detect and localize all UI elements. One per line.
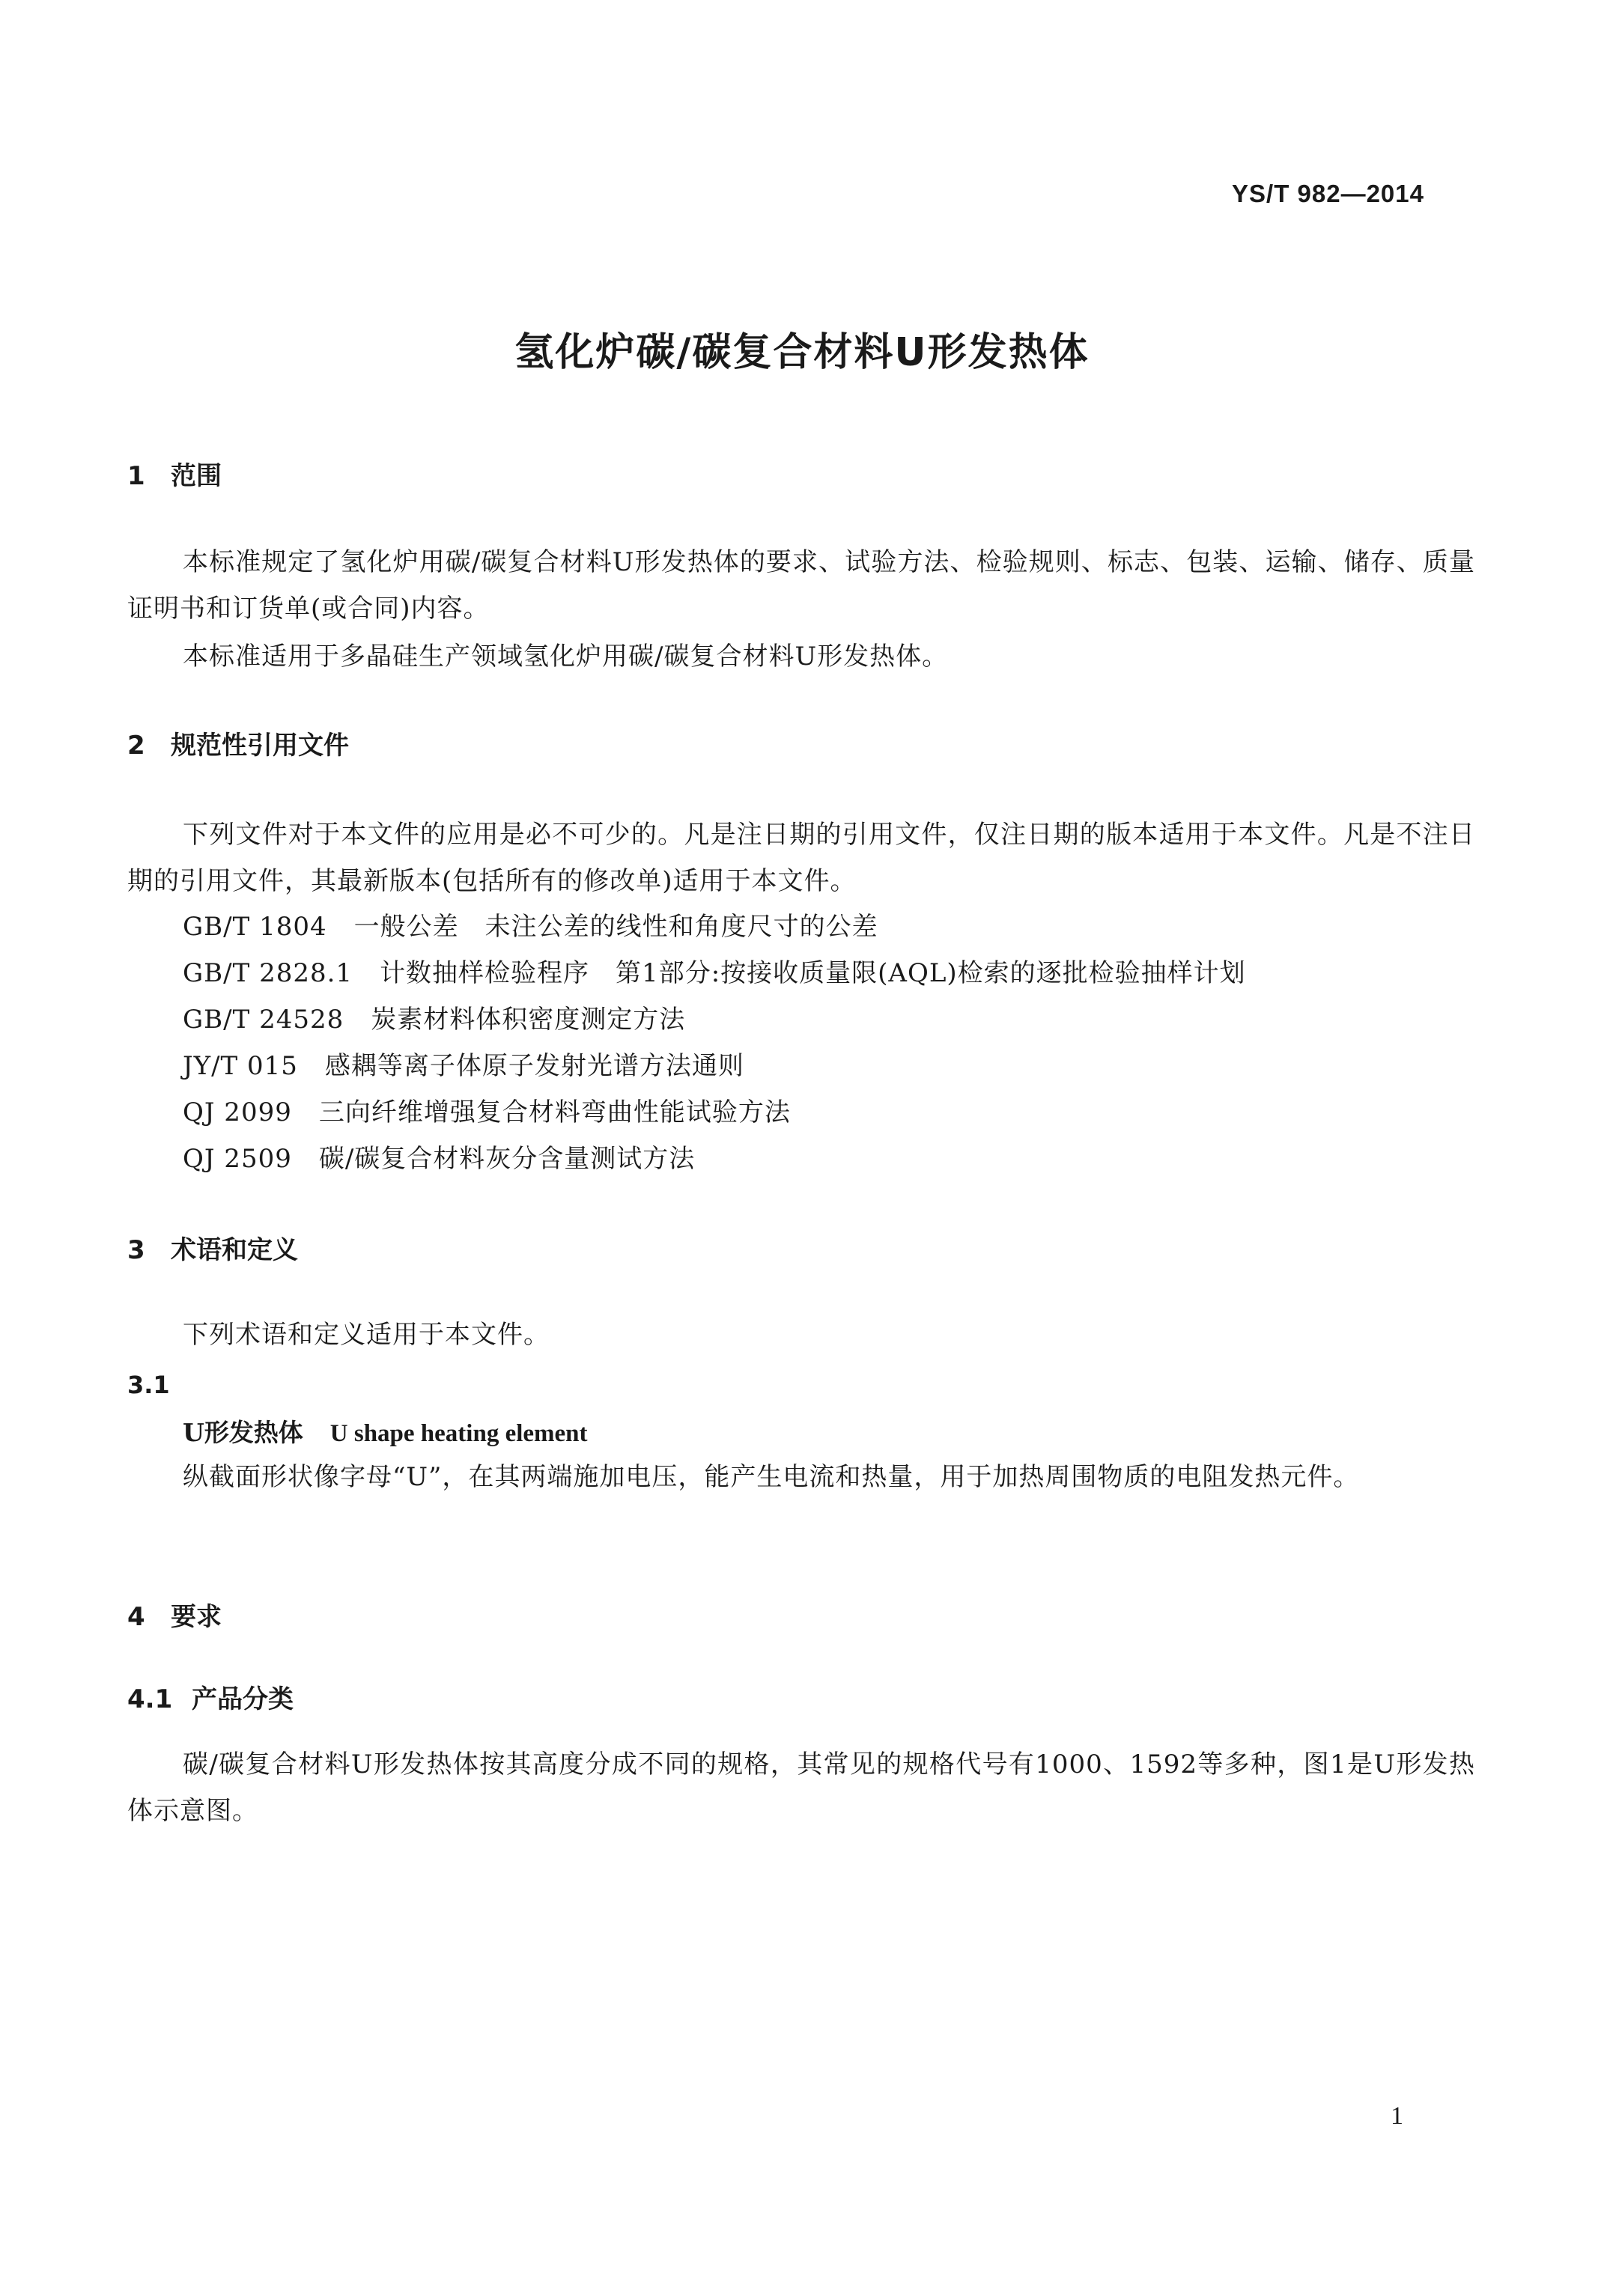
subsection-title: 产品分类: [192, 1684, 294, 1714]
term-number: 3.1: [127, 1371, 170, 1399]
subsection-4-1-heading: [127, 1681, 1475, 1717]
reference-title: 碳/碳复合材料灰分含量测试方法: [318, 1144, 696, 1174]
reference-code: QJ 2509: [183, 1144, 292, 1174]
normative-reference-item: [183, 1002, 685, 1038]
reference-title: 一般公差 未注公差的线性和角度尺寸的公差: [353, 912, 878, 942]
normative-reference-item: [183, 1094, 791, 1130]
reference-title: 三向纤维增强复合材料弯曲性能试验方法: [318, 1097, 791, 1127]
page-number: 1: [1391, 2102, 1403, 2130]
term-name-english: U shape heating element: [329, 1420, 588, 1447]
section-2-paragraph-1: 下列文件对于本文件的应用是必不可少的。凡是注日期的引用文件，仅注日期的版本适用于本文件。凡是不注日期的引用文件，其最新版本(包括所有的修改单)适用于本文件。: [127, 820, 1475, 896]
subsection-4-1-paragraph-1: 碳/碳复合材料U形发热体按其高度分成不同的规格，其常见的规格代号有1000、1592等多种，图1是U形发热体示意图。: [127, 1750, 1475, 1826]
reference-title: 炭素材料体积密度测定方法: [371, 1005, 686, 1035]
term-name: [183, 1415, 588, 1452]
normative-reference-item: [183, 1048, 744, 1084]
term-name-chinese: U形发热体: [183, 1418, 303, 1447]
term-definition: 纵截面形状像字母“U”，在其两端施加电压，能产生电流和热量，用于加热周围物质的电阻发热元件。: [183, 1462, 1360, 1492]
reference-title: 感耦等离子体原子发射光谱方法通则: [324, 1051, 744, 1081]
normative-reference-item: [183, 909, 878, 945]
section-4-heading: [127, 1599, 1475, 1635]
section-number: 4: [127, 1602, 145, 1632]
section-number: 3: [127, 1235, 145, 1265]
standard-code: YS/T 982—2014: [1232, 180, 1424, 207]
reference-code: GB/T 1804: [183, 912, 327, 942]
subsection-number: 4.1: [127, 1684, 173, 1714]
section-number: 1: [127, 461, 145, 491]
reference-title: 计数抽样检验程序 第1部分:按接收质量限(AQL)检索的逐批检验抽样计划: [380, 958, 1246, 988]
section-number: 2: [127, 731, 145, 761]
section-2-heading: [127, 728, 1475, 764]
section-title: 规范性引用文件: [171, 731, 349, 761]
reference-code: GB/T 2828.1: [183, 958, 353, 988]
section-3-heading: [127, 1232, 1475, 1268]
reference-code: QJ 2099: [183, 1097, 292, 1127]
section-title: 术语和定义: [171, 1235, 298, 1265]
normative-reference-item: [183, 1141, 695, 1177]
section-1-paragraph-2: 本标准适用于多晶硅生产领域氢化炉用碳/碳复合材料U形发热体。: [183, 642, 949, 672]
section-title: 范围: [171, 461, 222, 491]
section-1-heading: [127, 458, 1475, 494]
section-1-paragraph-1: 本标准规定了氢化炉用碳/碳复合材料U形发热体的要求、试验方法、检验规则、标志、包装、运输、储存、质量证明书和订货单(或合同)内容。: [127, 547, 1475, 624]
section-3-paragraph-1: 下列术语和定义适用于本文件。: [183, 1320, 550, 1350]
reference-code: JY/T 015: [183, 1051, 298, 1081]
reference-code: GB/T 24528: [183, 1005, 344, 1035]
section-title: 要求: [171, 1602, 222, 1632]
normative-reference-item: [183, 955, 1246, 991]
document-title: 氢化炉碳/碳复合材料U形发热体: [514, 330, 1090, 375]
